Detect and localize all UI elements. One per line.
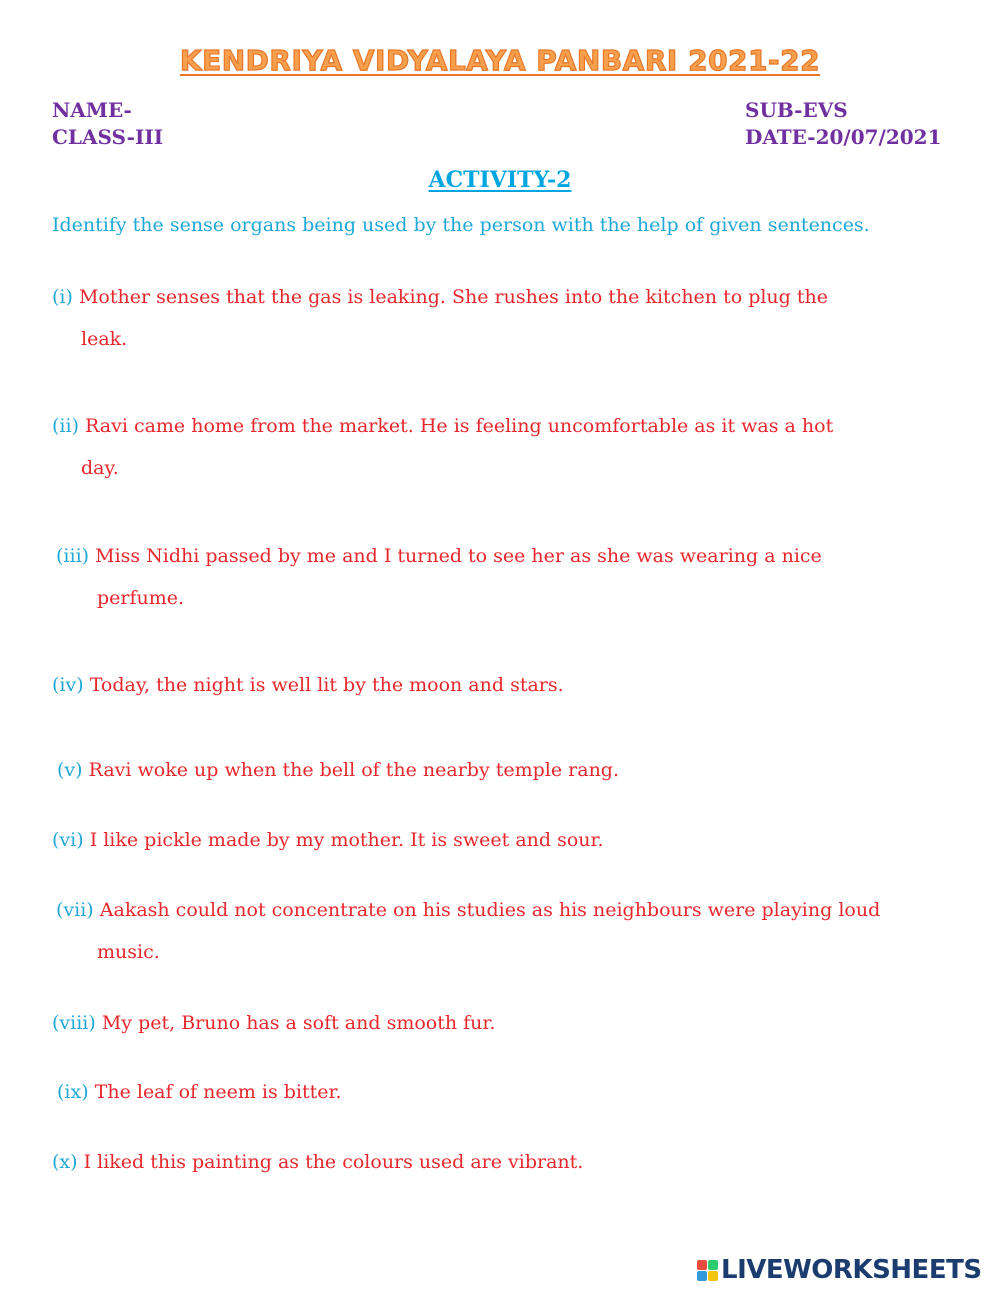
question-10: [52, 1141, 583, 1183]
name-label: NAME-: [52, 98, 132, 122]
liveworksheets-logo: [697, 1252, 982, 1288]
question-number: (ix): [57, 1081, 89, 1103]
question-text: The leaf of neem is bitter.: [94, 1081, 342, 1103]
question-5: [57, 749, 619, 791]
question-7: [56, 889, 880, 973]
logo-block-2: [708, 1260, 718, 1270]
question-number: (ii): [52, 415, 79, 437]
worksheet-title: KENDRIYA VIDYALAYA PANBARI 2021-22: [179, 44, 821, 77]
question-text: Ravi woke up when the bell of the nearby temple rang.: [88, 759, 620, 781]
logo-block-1: [697, 1260, 707, 1270]
logo-block-4: [708, 1271, 718, 1281]
class-label: CLASS-III: [52, 125, 164, 149]
question-number: (x): [52, 1151, 78, 1173]
question-text-continued: leak.: [81, 328, 128, 350]
date-label: DATE-20/07/2021: [745, 125, 942, 149]
question-text: Mother senses that the gas is leaking. She rushes into the kitchen to plug the: [78, 286, 828, 308]
question-number: (iii): [56, 545, 90, 567]
question-text: Today, the night is well lit by the moon and stars.: [89, 674, 564, 696]
question-4: [52, 664, 564, 706]
question-text: I liked this painting as the colours used are vibrant.: [83, 1151, 584, 1173]
question-2: [52, 405, 833, 489]
student-info: [52, 97, 163, 151]
question-text: Miss Nidhi passed by me and I turned to see her as she was wearing a nice: [95, 545, 822, 567]
question-9: [57, 1071, 342, 1113]
question-text: Ravi came home from the market. He is feeling uncomfortable as it was a hot: [85, 415, 834, 437]
question-number: (vii): [56, 899, 94, 921]
liveworksheets-wordmark: LIVEWORKSHEETS: [721, 1255, 982, 1285]
question-text: I like pickle made by my mother. It is sweet and sour.: [89, 829, 604, 851]
question-text: My pet, Bruno has a soft and smooth fur.: [101, 1012, 496, 1034]
subject-label: SUB-EVS: [745, 98, 848, 122]
question-text-continued: music.: [97, 941, 160, 963]
activity-title: ACTIVITY-2: [428, 167, 572, 193]
question-8: [52, 1002, 495, 1044]
instruction-text: Identify the sense organs being used by the person with the help of given sentences.: [52, 214, 870, 236]
subject-info: [745, 97, 942, 151]
question-6: [52, 819, 604, 861]
question-text-continued: perfume.: [97, 587, 185, 609]
question-number: (vi): [52, 829, 84, 851]
question-3: [56, 535, 822, 619]
question-number: (iv): [52, 674, 84, 696]
question-1: [52, 276, 828, 360]
question-number: (v): [57, 759, 83, 781]
question-number: (viii): [52, 1012, 96, 1034]
question-text: Aakash could not concentrate on his studies as his neighbours were playing loud: [99, 899, 881, 921]
question-number: (i): [52, 286, 73, 308]
logo-block-3: [697, 1271, 707, 1281]
liveworksheets-logo-icon: [697, 1260, 718, 1281]
question-text-continued: day.: [81, 457, 119, 479]
